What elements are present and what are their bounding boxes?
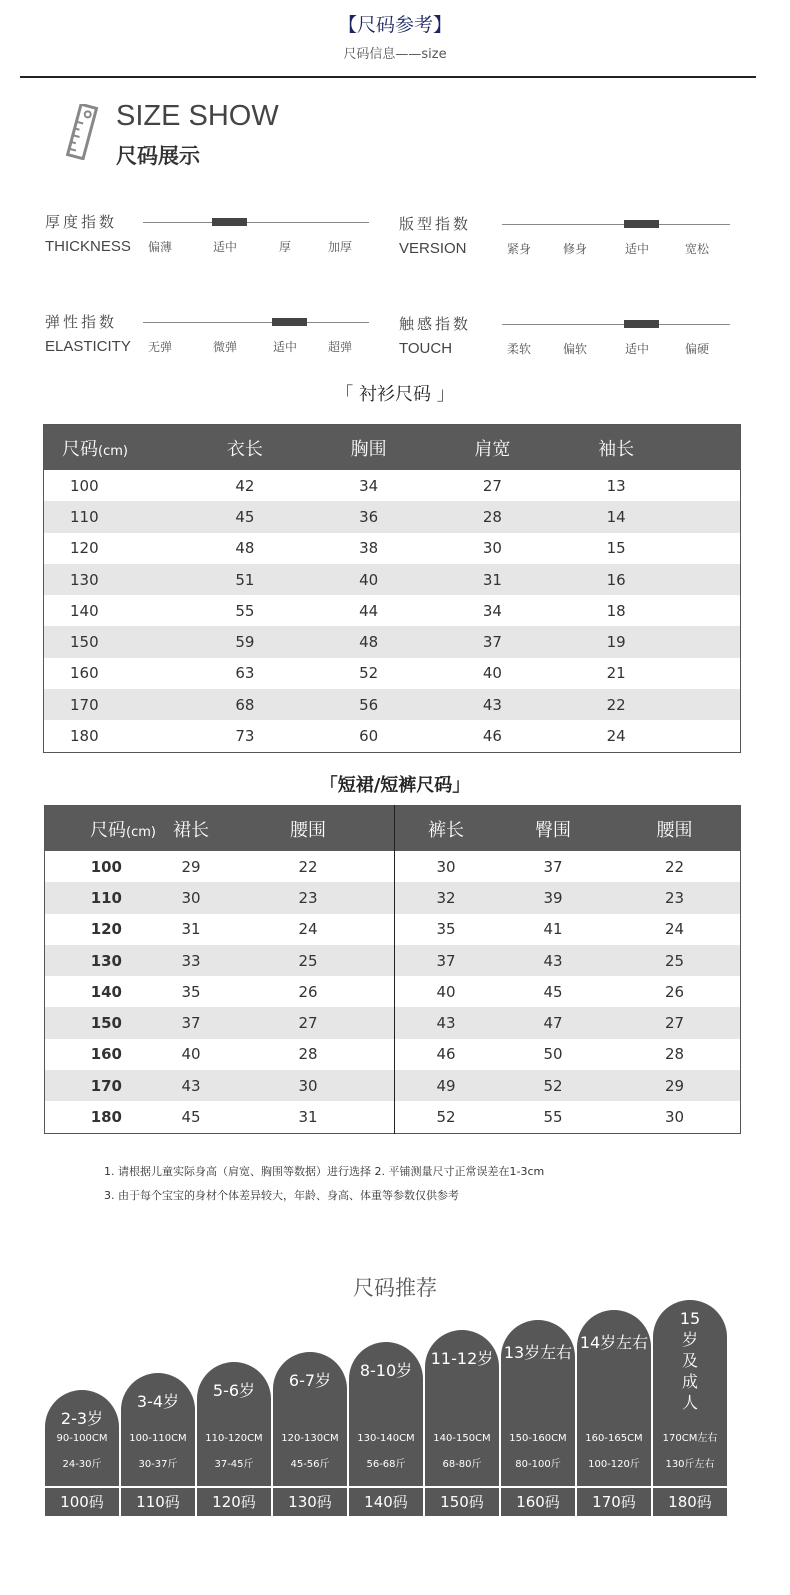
column-header: 衣长 [183, 425, 307, 471]
table-cell: 30 [436, 857, 456, 876]
table-cell: 37 [160, 1007, 222, 1038]
age-label: 6-7岁 [288, 1371, 332, 1390]
table-cell: 35 [436, 920, 456, 939]
table-cell: 110 [44, 501, 184, 532]
table-cell: 25 [222, 945, 395, 976]
index-label-cn: 版型指数 [399, 215, 472, 233]
weight-range: 56-68斤 [366, 1459, 406, 1470]
index-option: 宽松 [684, 242, 709, 256]
table-cell: 60 [359, 727, 379, 746]
table-row [44, 595, 741, 626]
table-row [44, 501, 741, 532]
table-cell [678, 564, 741, 595]
table-cell [678, 501, 741, 532]
table-cell: 49 [395, 1070, 498, 1101]
size-code: 170码 [577, 1488, 651, 1516]
table-cell: 29 [609, 1070, 741, 1101]
size-header [45, 806, 161, 852]
table-cell: 180 [70, 727, 99, 746]
table-cell: 23 [609, 882, 741, 913]
weight-range: 24-30斤 [62, 1459, 102, 1470]
table-cell: 52 [436, 1108, 456, 1127]
table-cell: 30 [664, 1108, 685, 1127]
note-1: 1. 请根据儿童实际身高（肩宽、胸围等数据）进行选择 2. 平铺测量尺寸正常误差在1-3cm [104, 1165, 545, 1178]
table-row [45, 976, 741, 1007]
table-row [45, 1070, 741, 1101]
table-cell: 180 [90, 1108, 122, 1127]
size-arch [501, 1320, 575, 1486]
index-option: 适中 [624, 342, 649, 356]
table-cell: 51 [183, 564, 307, 595]
weight-range: 100-120斤 [588, 1459, 640, 1470]
table-cell: 40 [436, 982, 456, 1001]
table-cell: 140 [90, 982, 122, 1001]
size-code: 130码 [273, 1488, 347, 1516]
size-arch [45, 1390, 119, 1486]
shirt-size-table [43, 424, 741, 753]
table-row [44, 689, 741, 720]
weight-range: 130斤左右 [665, 1459, 715, 1470]
table-cell: 45 [181, 1108, 201, 1127]
table-cell: 140 [70, 601, 99, 620]
bottoms-table-title: 「短裙/短裤尺码」 [319, 775, 471, 796]
index-marker [272, 318, 307, 326]
table-cell: 16 [554, 564, 678, 595]
table-cell: 100 [90, 857, 122, 876]
index-label-en: THICKNESS [45, 238, 131, 255]
height-range: 110-120CM [205, 1433, 263, 1444]
table-cell: 42 [235, 476, 255, 495]
index-track [502, 224, 730, 225]
size-arch [577, 1310, 651, 1486]
table-cell: 40 [482, 664, 502, 683]
size-code: 180码 [653, 1488, 727, 1516]
column-header: 胸围 [307, 425, 431, 471]
age-label: 11-12岁 [430, 1349, 494, 1368]
table-cell: 24 [664, 920, 685, 939]
size-code: 160码 [501, 1488, 575, 1516]
height-range: 170CM左右 [662, 1433, 718, 1444]
shirt-table-title: 「 衬衫尺码 」 [335, 384, 455, 405]
index-option: 偏薄 [147, 240, 172, 254]
table-cell: 120 [70, 539, 99, 558]
table-cell [678, 720, 741, 752]
size-code: 150码 [425, 1488, 499, 1516]
table-cell: 50 [543, 1045, 563, 1064]
table-row [45, 882, 741, 913]
note-2: 3. 由于每个宝宝的身材个体差异较大，年龄、身高、体重等参数仅供参考 [104, 1189, 459, 1202]
column-header: 袖长 [554, 425, 678, 471]
table-cell: 22 [664, 857, 685, 876]
size-label: 尺码 [62, 438, 98, 460]
table-cell: 27 [609, 1007, 741, 1038]
weight-range: 45-56斤 [290, 1459, 330, 1470]
table-cell: 68 [183, 689, 307, 720]
table-row [45, 1007, 741, 1038]
table-cell: 130 [44, 564, 184, 595]
table-cell: 73 [235, 727, 255, 746]
age-label: 15岁及成人 [679, 1309, 701, 1412]
table-cell: 40 [307, 564, 431, 595]
table-cell: 26 [664, 982, 685, 1001]
table-cell: 55 [235, 601, 255, 620]
column-header: 裙长 [160, 806, 222, 852]
table-cell: 30 [482, 539, 502, 558]
table-cell: 37 [395, 945, 498, 976]
table-cell [678, 595, 741, 626]
age-label: 5-6岁 [212, 1381, 256, 1400]
table-cell: 26 [222, 976, 395, 1007]
height-range: 150-160CM [509, 1433, 567, 1444]
index-option: 柔软 [506, 342, 531, 356]
table-cell: 38 [359, 539, 379, 558]
size-arch [653, 1300, 727, 1486]
page-subtitle: 尺码信息——size [343, 47, 447, 62]
table-cell: 37 [431, 626, 555, 657]
weight-range: 30-37斤 [138, 1459, 178, 1470]
size-header [44, 425, 184, 471]
table-cell [678, 470, 741, 501]
table-cell: 59 [183, 626, 307, 657]
size-arch [273, 1352, 347, 1486]
table-cell: 21 [606, 664, 626, 683]
height-range: 160-165CM [585, 1433, 643, 1444]
table-cell: 22 [222, 851, 395, 882]
table-row [44, 626, 741, 657]
table-row [45, 851, 741, 882]
table-cell: 110 [45, 882, 161, 913]
index-option: 适中 [624, 242, 649, 256]
index-label-cn: 触感指数 [399, 315, 472, 333]
table-row [44, 470, 741, 501]
index-option: 偏硬 [684, 342, 709, 356]
table-cell: 41 [543, 920, 563, 939]
weight-range: 37-45斤 [214, 1459, 254, 1470]
table-cell: 23 [222, 882, 395, 913]
table-cell: 19 [554, 626, 678, 657]
table-cell: 43 [395, 1007, 498, 1038]
table-cell: 39 [497, 882, 609, 913]
table-row [44, 720, 741, 752]
size-arch [121, 1373, 195, 1486]
index-label-en: ELASTICITY [45, 338, 131, 355]
age-label: 3-4岁 [136, 1392, 180, 1411]
table-cell: 45 [183, 501, 307, 532]
size-code: 140码 [349, 1488, 423, 1516]
recommend-title: 尺码推荐 [353, 1276, 437, 1300]
column-header: 腰围 [222, 806, 395, 852]
size-arch [425, 1330, 499, 1486]
table-cell [678, 658, 741, 689]
index-option: 超弹 [327, 340, 352, 354]
table-cell: 13 [606, 476, 626, 495]
index-label-en: VERSION [399, 240, 467, 257]
size-code: 110码 [121, 1488, 195, 1516]
index-marker [212, 218, 247, 226]
table-cell: 130 [45, 945, 161, 976]
table-cell: 52 [497, 1070, 609, 1101]
table-cell: 36 [307, 501, 431, 532]
index-label-cn: 弹性指数 [45, 313, 118, 331]
ruler-icon [62, 104, 106, 160]
index-option: 适中 [272, 340, 297, 354]
age-label: 13岁左右 [503, 1343, 573, 1362]
table-cell: 30 [160, 882, 222, 913]
column-header: 腰围 [609, 806, 741, 852]
size-label: 尺码 [90, 819, 127, 841]
index-track [143, 222, 369, 223]
table-row [45, 1039, 741, 1070]
page-title: 【尺码参考】 [337, 14, 452, 36]
table-cell: 48 [307, 626, 431, 657]
table-cell: 18 [606, 601, 626, 620]
table-cell: 15 [606, 539, 626, 558]
index-option: 厚 [278, 240, 291, 254]
bottoms-size-table [44, 805, 741, 1134]
size-arch [349, 1342, 423, 1486]
height-range: 120-130CM [281, 1433, 339, 1444]
table-cell [678, 689, 741, 720]
age-label: 8-10岁 [359, 1361, 413, 1380]
table-row [45, 945, 741, 976]
index-option: 加厚 [327, 240, 352, 254]
height-range: 140-150CM [433, 1433, 491, 1444]
size-arch [197, 1362, 271, 1486]
table-cell: 45 [543, 982, 563, 1001]
table-cell: 40 [181, 1045, 201, 1064]
unit-label: (cm) [126, 824, 156, 840]
size-code: 100码 [45, 1488, 119, 1516]
index-marker [624, 220, 659, 228]
index-track [502, 324, 730, 325]
index-option: 无弹 [147, 340, 172, 354]
height-range: 90-100CM [56, 1433, 108, 1444]
index-option: 适中 [212, 240, 237, 254]
column-header: 裤长 [395, 806, 498, 852]
table-cell: 170 [45, 1070, 161, 1101]
table-cell: 43 [160, 1070, 222, 1101]
height-range: 130-140CM [357, 1433, 415, 1444]
index-label-en: TOUCH [399, 340, 453, 357]
table-cell: 28 [222, 1039, 395, 1070]
table-cell: 32 [395, 882, 498, 913]
index-option: 修身 [562, 242, 587, 256]
table-cell: 28 [431, 501, 555, 532]
table-cell: 31 [181, 920, 201, 939]
column-header: 臀围 [497, 806, 609, 852]
column-header: 肩宽 [431, 425, 555, 471]
table-row [45, 1101, 741, 1133]
table-cell: 48 [235, 539, 255, 558]
table-cell: 31 [222, 1101, 395, 1133]
table-cell: 43 [497, 945, 609, 976]
weight-range: 80-100斤 [515, 1459, 561, 1470]
table-row [44, 658, 741, 689]
table-cell: 29 [181, 857, 201, 876]
table-row [44, 564, 741, 595]
weight-range: 68-80斤 [442, 1459, 482, 1470]
table-cell: 170 [44, 689, 184, 720]
table-cell: 27 [482, 476, 502, 495]
table-cell: 27 [222, 1007, 395, 1038]
table-cell: 160 [90, 1045, 122, 1064]
divider [20, 76, 756, 78]
table-cell: 52 [359, 664, 379, 683]
table-cell: 34 [359, 476, 379, 495]
table-cell [678, 626, 741, 657]
table-cell: 56 [307, 689, 431, 720]
index-option: 紧身 [506, 242, 531, 256]
table-cell: 24 [606, 727, 626, 746]
table-cell: 28 [664, 1045, 685, 1064]
age-label: 2-3岁 [60, 1409, 104, 1428]
table-cell: 150 [45, 1007, 161, 1038]
table-cell: 30 [222, 1070, 395, 1101]
index-label-cn: 厚度指数 [45, 213, 118, 231]
table-cell: 25 [609, 945, 741, 976]
index-option: 微弹 [212, 340, 237, 354]
index-track [143, 322, 369, 323]
size-show-subheading: 尺码展示 [116, 144, 200, 168]
height-range: 100-110CM [129, 1433, 187, 1444]
table-cell: 120 [90, 920, 122, 939]
table-cell: 55 [543, 1108, 563, 1127]
table-cell: 35 [181, 982, 201, 1001]
table-cell: 46 [482, 727, 502, 746]
table-cell: 44 [359, 601, 379, 620]
table-cell: 160 [70, 664, 99, 683]
table-cell: 43 [431, 689, 555, 720]
table-cell: 31 [431, 564, 555, 595]
table-cell: 150 [44, 626, 184, 657]
age-label: 14岁左右 [579, 1333, 649, 1352]
table-cell: 14 [554, 501, 678, 532]
table-cell: 47 [497, 1007, 609, 1038]
table-cell: 37 [543, 857, 563, 876]
table-cell: 24 [222, 914, 395, 945]
index-marker [624, 320, 659, 328]
table-row [45, 914, 741, 945]
table-cell: 46 [436, 1045, 456, 1064]
table-cell: 22 [554, 689, 678, 720]
table-cell: 63 [235, 664, 255, 683]
table-cell: 33 [160, 945, 222, 976]
size-show-heading: SIZE SHOW [116, 100, 279, 132]
unit-label: (cm) [98, 443, 128, 459]
table-cell [678, 533, 741, 564]
table-row [44, 533, 741, 564]
table-cell: 34 [482, 601, 502, 620]
index-option: 偏软 [562, 342, 587, 356]
size-code: 120码 [197, 1488, 271, 1516]
table-cell: 100 [70, 476, 99, 495]
